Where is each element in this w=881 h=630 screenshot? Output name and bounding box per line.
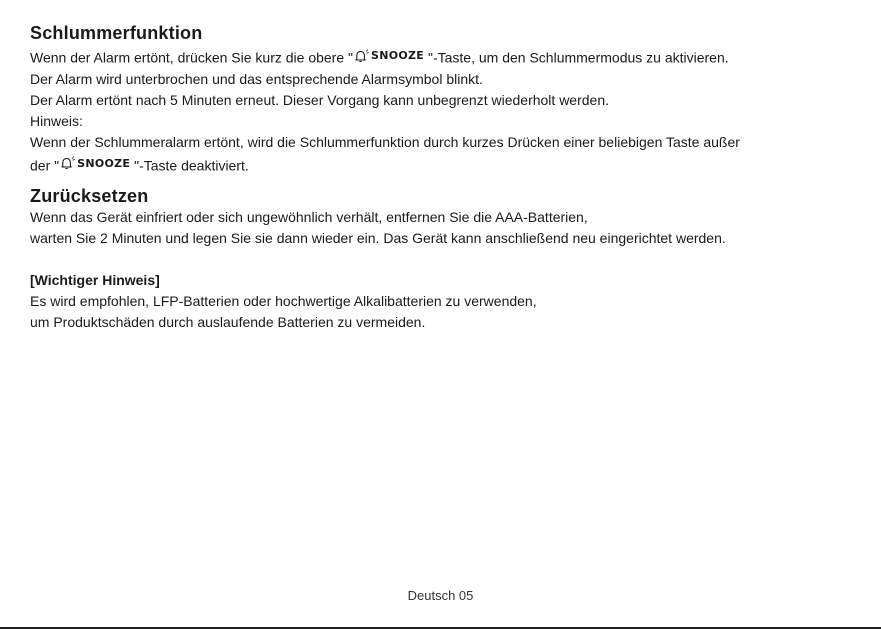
reset-section-title: Zurücksetzen bbox=[30, 186, 149, 206]
snooze-line-2: Der Alarm wird unterbrochen und das entsprechende Alarmsymbol blinkt. bbox=[30, 70, 483, 87]
manual-page bbox=[30, 22, 865, 333]
important-section-title: [Wichtiger Hinweis] bbox=[30, 272, 160, 288]
snooze-line-6 bbox=[30, 153, 865, 177]
page-footer-label: Deutsch 05 bbox=[407, 588, 474, 603]
important-line-2: um Produktschäden durch auslaufende Batterien zu vermeiden. bbox=[30, 314, 426, 330]
snooze-line-1-after: "-Taste, um den Schlummermodus zu aktivieren. bbox=[424, 49, 729, 66]
snooze-line-3: Der Alarm ertönt nach 5 Minuten erneut. Dieser Vorgang kann unbegrenzt wiederholt werden. bbox=[30, 91, 610, 108]
snooze-section-title: Schlummerfunktion bbox=[30, 23, 203, 43]
bottom-divider bbox=[0, 627, 881, 629]
snooze-key-label-2: SNOOZE bbox=[77, 156, 131, 170]
snooze-section bbox=[30, 22, 865, 176]
reset-line-2: warten Sie 2 Minuten und legen Sie sie dann wieder ein. Das Gerät kann anschließend neu eingerichtet werden. bbox=[30, 230, 726, 246]
snooze-line-6-before: der " bbox=[30, 157, 60, 173]
reset-line-1: Wenn das Gerät einfriert oder sich ungewöhnlich verhält, entfernen Sie die AAA-Batterien, bbox=[30, 209, 588, 225]
snooze-key-label: SNOOZE bbox=[370, 49, 425, 62]
snooze-key-symbol-2 bbox=[59, 153, 130, 174]
alarm-bell-icon bbox=[353, 49, 369, 63]
alarm-bell-icon bbox=[59, 156, 75, 170]
snooze-line-6-after: "-Taste deaktiviert. bbox=[130, 157, 249, 173]
important-line-1: Es wird empfohlen, LFP-Batterien oder hochwertige Alkalibatterien zu verwenden, bbox=[30, 293, 537, 309]
snooze-line-1-before: Wenn der Alarm ertönt, drücken Sie kurz die obere " bbox=[30, 49, 353, 66]
snooze-key-symbol bbox=[353, 45, 424, 66]
important-section bbox=[30, 270, 865, 333]
reset-section bbox=[30, 185, 865, 249]
snooze-line-5: Wenn der Schlummeralarm ertönt, wird die Schlummerfunktion durch kurzes Drücken einer beliebigen Taste außer bbox=[30, 133, 740, 150]
snooze-line-1 bbox=[30, 45, 865, 69]
snooze-note-label: Hinweis: bbox=[30, 112, 83, 129]
